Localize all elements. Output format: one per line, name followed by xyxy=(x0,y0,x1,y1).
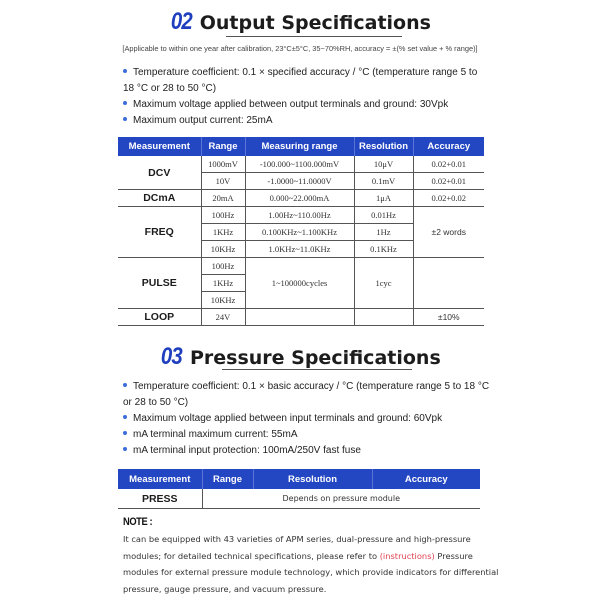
conditions-note: [Applicable to within one year after calibration, 23°C±5°C, 35~70%RH, accuracy = ±(% set value + % range)] xyxy=(122,44,478,53)
section-number: 03 xyxy=(161,343,183,370)
resolution-cell-empty xyxy=(354,309,413,326)
resolution-cell: 0.01Hz xyxy=(354,207,413,224)
header-measurement: Measurement xyxy=(118,469,202,489)
measuring-range-cell: 1~100000cycles xyxy=(245,258,354,309)
range-cell: 100Hz xyxy=(201,258,245,275)
bullet-item-continuation: 18 °C or 28 to 50 °C) xyxy=(123,83,217,94)
note-paragraph xyxy=(123,531,503,597)
range-cell: 1KHz xyxy=(201,224,245,241)
accuracy-cell: 0.02+0.01 xyxy=(413,156,484,173)
measuring-range-cell: 0.100KHz~1.100KHz xyxy=(245,224,354,241)
instructions-link[interactable]: (instructions) xyxy=(379,550,435,561)
bullet-dot-icon xyxy=(123,431,127,435)
range-cell: 1KHz xyxy=(201,275,245,292)
measurement-freq: FREQ xyxy=(118,207,201,258)
resolution-cell: 10μV xyxy=(354,156,413,173)
resolution-cell: 0.1KHz xyxy=(354,241,413,258)
range-cell: 10KHz xyxy=(201,292,245,309)
bullet-dot-icon xyxy=(123,415,127,419)
table-row xyxy=(118,156,484,173)
header-range: Range xyxy=(202,469,253,489)
press-value-cell: Depends on pressure module xyxy=(202,489,480,509)
resolution-cell: 1cyc xyxy=(354,258,413,309)
measuring-range-cell: -100.000~1100.000mV xyxy=(245,156,354,173)
measurement-dcv: DCV xyxy=(118,156,201,190)
table-row xyxy=(118,207,484,224)
header-resolution: Resolution xyxy=(354,137,413,156)
section-title-text: Pressure Specifications xyxy=(189,347,441,369)
note-text-after: Pressure modules for external pressure module technology, which provide indicators for differential pressure, gauge pressure, and vacuum pressure. xyxy=(123,550,499,594)
measuring-range-cell: 1.0KHz~11.0KHz xyxy=(245,241,354,258)
title-underline xyxy=(222,369,412,370)
header-accuracy: Accuracy xyxy=(413,137,484,156)
note-title: NOTE : xyxy=(123,516,153,528)
section-title-output xyxy=(0,8,600,36)
accuracy-cell: ±10% xyxy=(413,309,484,326)
measuring-range-cell: 1.00Hz~110.00Hz xyxy=(245,207,354,224)
section-number: 02 xyxy=(170,8,192,35)
bullet-item-continuation: or 28 to 50 °C) xyxy=(123,397,189,408)
bullet-item: Maximum voltage applied between output terminals and ground: 30Vpk xyxy=(123,97,477,113)
bullet-dot-icon xyxy=(123,101,127,105)
header-measurement: Measurement xyxy=(118,137,201,156)
bullet-dot-icon xyxy=(123,383,127,387)
accuracy-cell: ±2 words xyxy=(413,207,484,258)
resolution-cell: 1Hz xyxy=(354,224,413,241)
accuracy-cell: 0.02+0.01 xyxy=(413,173,484,190)
section-title-pressure xyxy=(0,343,600,371)
resolution-cell: 0.1mV xyxy=(354,173,413,190)
bullet-item: Maximum voltage applied between input terminals and ground: 60Vpk xyxy=(123,411,489,427)
header-range: Range xyxy=(201,137,245,156)
bullet-item: Maximum output current: 25mA xyxy=(123,113,477,129)
table-row xyxy=(118,489,480,509)
resolution-cell: 1μA xyxy=(354,190,413,207)
bullet-item: Temperature coefficient: 0.1 × specified accuracy / °C (temperature range 5 to xyxy=(123,65,477,81)
table-header-row xyxy=(118,137,484,156)
measurement-pulse: PULSE xyxy=(118,258,201,309)
bullet-dot-icon xyxy=(123,447,127,451)
header-resolution: Resolution xyxy=(253,469,372,489)
bullet-dot-icon xyxy=(123,69,127,73)
bullet-item: mA terminal maximum current: 55mA xyxy=(123,427,489,443)
measurement-dcma: DCmA xyxy=(118,190,201,207)
range-cell: 100Hz xyxy=(201,207,245,224)
range-cell: 1000mV xyxy=(201,156,245,173)
bullet-item: mA terminal input protection: 100mA/250V fast fuse xyxy=(123,443,489,459)
bullet-item: Temperature coefficient: 0.1 × basic accuracy / °C (temperature range 5 to 18 °C xyxy=(123,379,489,395)
header-measuring-range: Measuring range xyxy=(245,137,354,156)
range-cell: 24V xyxy=(201,309,245,326)
measuring-range-cell: -1.0000~11.0000V xyxy=(245,173,354,190)
bullet-dot-icon xyxy=(123,117,127,121)
title-underline xyxy=(226,36,402,37)
table-row xyxy=(118,190,484,207)
table-row xyxy=(118,309,484,326)
accuracy-cell: 0.02+0.02 xyxy=(413,190,484,207)
measuring-range-cell-empty xyxy=(245,309,354,326)
pressure-spec-table xyxy=(118,469,480,509)
measurement-loop: LOOP xyxy=(118,309,201,326)
measuring-range-cell: 0.000~22.000mA xyxy=(245,190,354,207)
table-row xyxy=(118,258,484,275)
section-title-text: Output Specifications xyxy=(199,12,431,34)
pressure-bullet-list xyxy=(123,379,489,459)
output-spec-table xyxy=(118,137,484,326)
note-text-before: It can be equipped with 43 varieties of APM series, dual-pressure and high-pressure modules; for detailed technical specifications, please refer to xyxy=(123,534,471,561)
header-accuracy: Accuracy xyxy=(372,469,480,489)
range-cell: 20mA xyxy=(201,190,245,207)
range-cell: 10V xyxy=(201,173,245,190)
range-cell: 10KHz xyxy=(201,241,245,258)
measurement-press: PRESS xyxy=(118,489,202,509)
accuracy-cell-empty xyxy=(413,258,484,309)
table-header-row xyxy=(118,469,480,489)
output-bullet-list xyxy=(123,65,477,129)
